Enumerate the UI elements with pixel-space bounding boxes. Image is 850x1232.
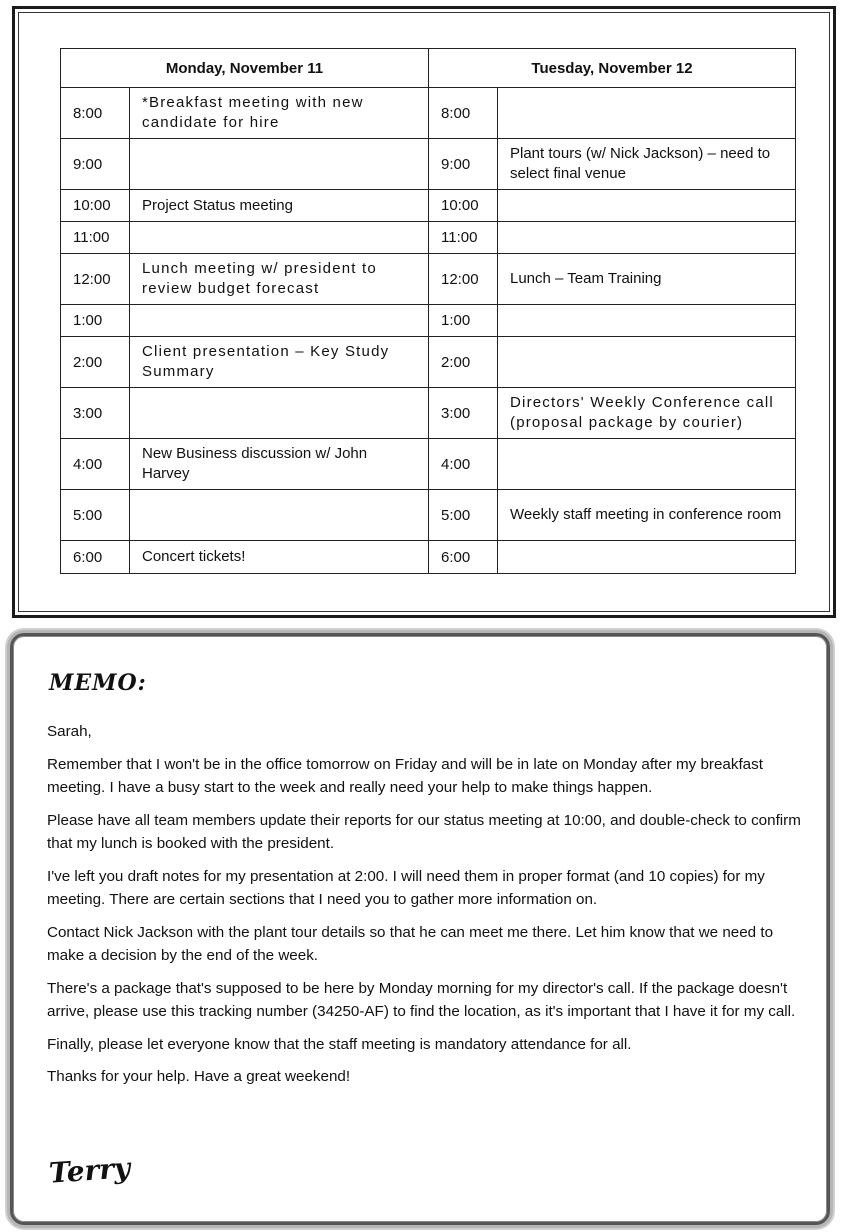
monday-event (130, 222, 429, 254)
memo-title: MEMO: (49, 670, 147, 696)
schedule-header-row (61, 49, 796, 88)
schedule-row (61, 439, 796, 490)
tuesday-event: Weekly staff meeting in conference room (498, 490, 796, 541)
tuesday-time: 2:00 (429, 337, 498, 388)
schedule-row (61, 88, 796, 139)
schedule-row (61, 222, 796, 254)
tuesday-event (498, 541, 796, 574)
schedule-row (61, 388, 796, 439)
tuesday-time: 4:00 (429, 439, 498, 490)
monday-event: Lunch meeting w/ president to review budget forecast (130, 254, 429, 305)
tuesday-time: 5:00 (429, 490, 498, 541)
schedule-row (61, 305, 796, 337)
schedule-row (61, 337, 796, 388)
schedule-row (61, 139, 796, 190)
tuesday-event (498, 190, 796, 222)
tuesday-event: Lunch – Team Training (498, 254, 796, 305)
monday-time: 11:00 (61, 222, 130, 254)
monday-time: 10:00 (61, 190, 130, 222)
tuesday-time: 11:00 (429, 222, 498, 254)
monday-time: 3:00 (61, 388, 130, 439)
memo-paragraph: There's a package that's supposed to be here by Monday morning for my director's call. If the package doesn't arrive, please use this tracking number (34250-AF) to find the location, as it's important that I have it for my call. (47, 979, 796, 1020)
tuesday-time: 8:00 (429, 88, 498, 139)
monday-event (130, 490, 429, 541)
monday-event: *Breakfast meeting with new candidate for hire (130, 88, 429, 139)
schedule-row (61, 541, 796, 574)
monday-time: 12:00 (61, 254, 130, 305)
monday-time: 1:00 (61, 305, 130, 337)
tuesday-time: 1:00 (429, 305, 498, 337)
monday-time: 2:00 (61, 337, 130, 388)
tuesday-time: 10:00 (429, 190, 498, 222)
memo-signature: Terry (47, 1151, 132, 1190)
schedule-row (61, 190, 796, 222)
monday-time: 8:00 (61, 88, 130, 139)
tuesday-event: Directors' Weekly Conference call (proposal package by courier) (498, 388, 796, 439)
monday-event (130, 305, 429, 337)
tuesday-event (498, 222, 796, 254)
monday-event: Concert tickets! (130, 541, 429, 574)
day-header-tuesday: Tuesday, November 12 (429, 49, 796, 88)
monday-time: 5:00 (61, 490, 130, 541)
schedule-table (60, 48, 796, 574)
monday-event: Project Status meeting (130, 190, 429, 222)
tuesday-event (498, 305, 796, 337)
tuesday-time: 9:00 (429, 139, 498, 190)
memo-paragraph: Finally, please let everyone know that the staff meeting is mandatory attendance for all. (47, 1035, 632, 1053)
memo-card (10, 633, 830, 1225)
monday-time: 6:00 (61, 541, 130, 574)
monday-event: New Business discussion w/ John Harvey (130, 439, 429, 490)
memo-paragraph: Remember that I won't be in the office tomorrow on Friday and will be in late on Monday after my breakfast meeting. I have a busy start to the week and really need your help to make things happen. (47, 755, 763, 796)
tuesday-event: Plant tours (w/ Nick Jackson) – need to select final venue (498, 139, 796, 190)
monday-event: Client presentation – Key Study Summary (130, 337, 429, 388)
tuesday-time: 12:00 (429, 254, 498, 305)
memo-paragraph: Thanks for your help. Have a great weekend! (47, 1068, 351, 1085)
tuesday-time: 6:00 (429, 541, 498, 574)
tuesday-event (498, 337, 796, 388)
monday-event (130, 388, 429, 439)
memo-paragraph: I've left you draft notes for my presentation at 2:00. I will need them in proper format (and 10 copies) for my meeting. There are certain sections that I need you to gather more information on. (47, 867, 765, 908)
tuesday-event (498, 439, 796, 490)
schedule-row (61, 254, 796, 305)
schedule-frame (12, 6, 836, 618)
memo-paragraph: Contact Nick Jackson with the plant tour details so that he can meet me there. Let him know that we need to make a decision by the end of the week. (47, 923, 774, 964)
monday-time: 4:00 (61, 439, 130, 490)
tuesday-time: 3:00 (429, 388, 498, 439)
schedule-row (61, 490, 796, 541)
memo-paragraph: Please have all team members update their reports for our status meeting at 10:00, and double-check to confirm that my lunch is booked with the president. (47, 811, 801, 852)
memo-greeting: Sarah, (47, 723, 92, 740)
memo-body (47, 720, 807, 1098)
monday-time: 9:00 (61, 139, 130, 190)
monday-event (130, 139, 429, 190)
day-header-monday: Monday, November 11 (61, 49, 429, 88)
tuesday-event (498, 88, 796, 139)
